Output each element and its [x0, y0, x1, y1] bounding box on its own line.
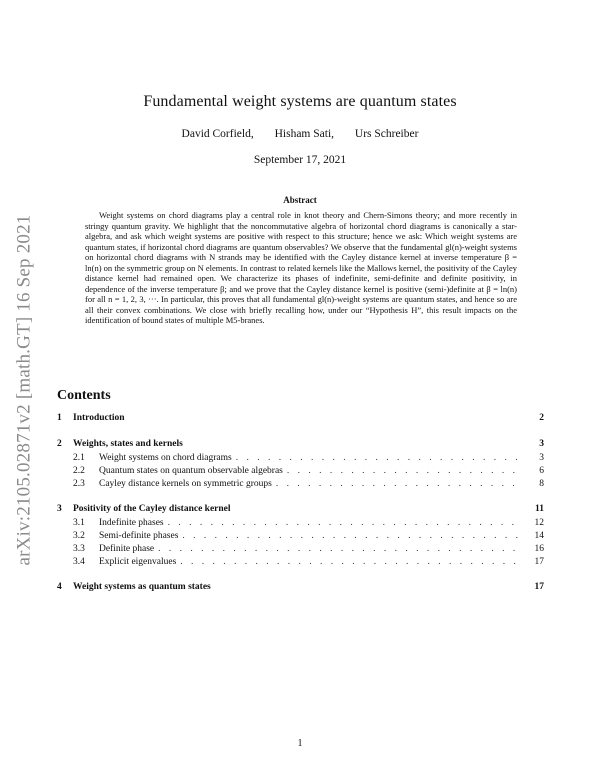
- toc-subsection-page: 12: [534, 518, 544, 528]
- toc-subsection-number: 2.1: [73, 453, 85, 463]
- toc-subsection-page: 6: [539, 466, 544, 476]
- toc-section-4[interactable]: [57, 582, 544, 596]
- toc-subsection-number: 2.3: [73, 479, 85, 489]
- toc-subsection-3.3[interactable]: [57, 544, 544, 557]
- toc-section-2[interactable]: [57, 439, 544, 453]
- page-number: 1: [297, 738, 303, 749]
- author-name: David Corfield,: [181, 128, 254, 140]
- toc-subsection-number: 3.4: [73, 557, 85, 567]
- author-name: Hisham Sati,: [274, 128, 335, 140]
- toc-subsection-number: 3.2: [73, 531, 85, 541]
- toc-leader-dots: [182, 531, 520, 541]
- toc-subsection-page: 14: [534, 531, 544, 541]
- abstract-heading: Abstract: [283, 195, 317, 205]
- toc-section-page: 3: [539, 439, 544, 449]
- toc-subsection-number: 2.2: [73, 466, 85, 476]
- abstract-body: Weight systems on chord diagrams play a central role in knot theory and Chern-Simons theory; and more recently in stringy quantum gravity. We highlight that the noncommutative algebra of horizontal chord diagrams is canonically a star-algebra, and ask which weight systems are positive with respect to this structure; hence we ask: Which weight systems are quantum states, if horizontal chord diagrams are quantum observables? We observe that the fundamental gl(n)-weight systems on horizontal chord diagrams with N strands may be identified with the Cayley distance kernel at inverse temperature β = ln(n) on the symmetric group on N elements. In contrast to related kernels like the Mallows kernel, the positivity of the Cayley distance kernel had remained open. We characterize its phases of indefinite, semi-definite and definite positivity, in dependence of the inverse temperature β; and we prove that the Cayley distance kernel is positive (semi-)definite at β = ln(n) for all n = 1, 2, 3, ···. In particular, this proves that all fundamental gl(n)-weight systems are quantum states, and hence so are all their convex combinations. We close with briefly recalling how, under our “Hypothesis H”, this result impacts on the identification of bound states of multiple M5-branes.: [85, 210, 517, 325]
- toc-section-page: 11: [535, 504, 544, 514]
- toc-subsection-3.2[interactable]: [57, 531, 544, 544]
- author-name: Urs Schreiber: [354, 128, 419, 140]
- paper-title: Fundamental weight systems are quantum states: [143, 93, 457, 110]
- toc-section-number: 2: [57, 439, 62, 449]
- toc-subsection-3.4[interactable]: [57, 557, 544, 570]
- table-of-contents: [57, 413, 544, 596]
- arxiv-sidebar-stamp: [2, 180, 46, 600]
- toc-leader-dots: [158, 544, 520, 554]
- toc-section-3[interactable]: [57, 504, 544, 518]
- toc-leader-dots: [287, 466, 520, 476]
- toc-section-page: 17: [534, 582, 544, 592]
- toc-subsection-number: 3.3: [73, 544, 85, 554]
- toc-subsection-title: Explicit eigenvalues: [99, 557, 177, 567]
- toc-leader-dots: [168, 518, 520, 528]
- toc-section-number: 3: [57, 504, 62, 514]
- toc-subsection-2.3[interactable]: [57, 479, 544, 492]
- toc-section-title: Introduction: [73, 413, 125, 423]
- toc-subsection-title: Cayley distance kernels on symmetric groups: [99, 479, 272, 489]
- toc-subsection-3.1[interactable]: [57, 518, 544, 531]
- toc-subsection-title: Semi-definite phases: [99, 531, 179, 541]
- contents-heading: Contents: [57, 388, 111, 403]
- toc-subsection-2.1[interactable]: [57, 453, 544, 466]
- toc-subsection-title: Weight systems on chord diagrams: [99, 453, 232, 463]
- toc-section-number: 4: [57, 582, 62, 592]
- toc-leader-dots: [236, 453, 520, 463]
- toc-section-title: Positivity of the Cayley distance kernel: [73, 504, 231, 514]
- toc-subsection-page: 16: [534, 544, 544, 554]
- toc-leader-dots: [180, 557, 520, 567]
- toc-subsection-2.2[interactable]: [57, 466, 544, 479]
- toc-subsection-page: 8: [539, 479, 544, 489]
- toc-leader-dots: [276, 479, 520, 489]
- author-list: [0, 128, 600, 140]
- toc-subsection-page: 3: [539, 453, 544, 463]
- toc-section-number: 1: [57, 413, 62, 423]
- toc-section-1[interactable]: [57, 413, 544, 427]
- toc-subsection-number: 3.1: [73, 518, 85, 528]
- toc-subsection-title: Definite phase: [99, 544, 155, 554]
- toc-subsection-title: Quantum states on quantum observable algebras: [99, 466, 283, 476]
- toc-subsection-title: Indefinite phases: [99, 518, 164, 528]
- toc-section-title: Weights, states and kernels: [73, 439, 183, 449]
- toc-section-title: Weight systems as quantum states: [73, 582, 211, 592]
- toc-section-page: 2: [539, 413, 544, 423]
- arxiv-identifier: arXiv:2105.02871v2 [math.GT] 16 Sep 2021: [13, 214, 35, 566]
- toc-subsection-page: 17: [534, 557, 544, 567]
- paper-date: September 17, 2021: [253, 154, 347, 166]
